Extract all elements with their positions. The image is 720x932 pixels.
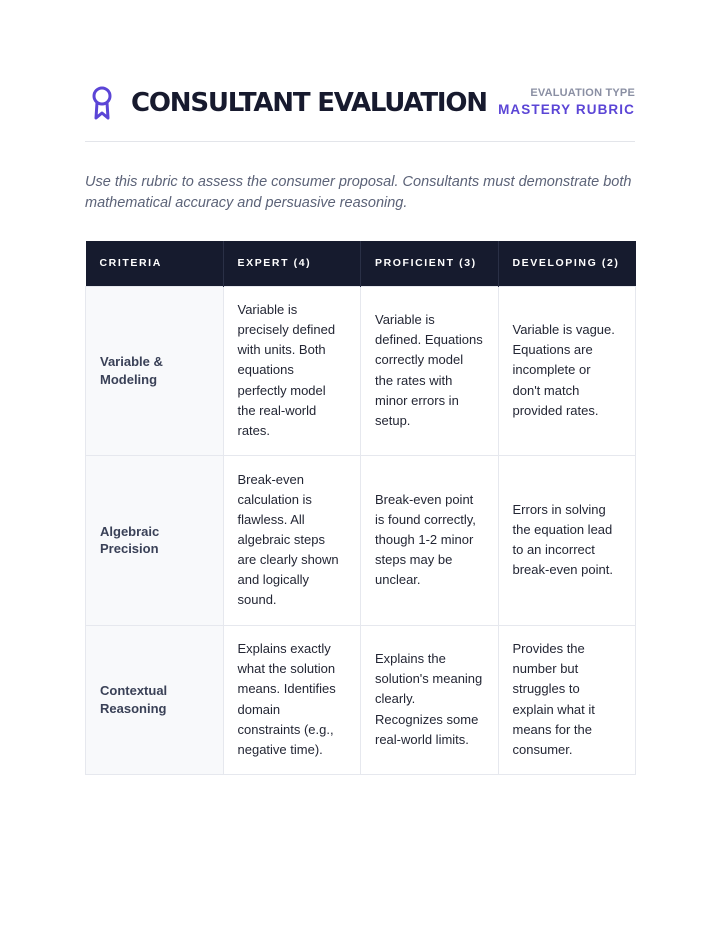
evaluation-type-value: MASTERY RUBRIC: [498, 102, 635, 117]
header-expert: EXPERT (4): [223, 241, 361, 286]
developing-cell: Errors in solving the equation lead to an incorrect break-even point.: [498, 455, 636, 625]
criteria-cell: Algebraic Precision: [86, 455, 224, 625]
table-header-row: [86, 241, 636, 286]
page-header: [85, 84, 635, 124]
criteria-cell: Variable & Modeling: [86, 286, 224, 455]
evaluation-type: [498, 86, 635, 119]
evaluation-type-label: EVALUATION TYPE: [530, 87, 635, 99]
page-title: CONSULTANT EVALUATION: [131, 88, 487, 118]
header-criteria: CRITERIA: [86, 241, 224, 286]
table-row: [86, 286, 636, 455]
proficient-cell: Break-even point is found correctly, though 1-2 minor steps may be unclear.: [361, 455, 499, 625]
award-ribbon-icon: [90, 85, 114, 121]
expert-cell: Variable is precisely defined with units. Both equations perfectly model the real-world rates.: [223, 286, 361, 455]
proficient-cell: Variable is defined. Equations correctly model the rates with minor errors in setup.: [361, 286, 499, 455]
intro-text: Use this rubric to assess the consumer proposal. Consultants must demonstrate both mathematical accuracy and persuasive reasoning.: [85, 174, 632, 211]
table-row: [86, 625, 636, 774]
developing-cell: Variable is vague. Equations are incomplete or don't match provided rates.: [498, 286, 636, 455]
expert-cell: Explains exactly what the solution means. Identifies domain constraints (e.g., negative time).: [223, 625, 361, 774]
criteria-cell: Contextual Reasoning: [86, 625, 224, 774]
table-row: [86, 455, 636, 625]
header-developing: DEVELOPING (2): [498, 241, 636, 286]
expert-cell: Break-even calculation is flawless. All algebraic steps are clearly shown and logically sound.: [223, 455, 361, 625]
developing-cell: Provides the number but struggles to explain what it means for the consumer.: [498, 625, 636, 774]
proficient-cell: Explains the solution's meaning clearly. Recognizes some real-world limits.: [361, 625, 499, 774]
rubric-table: [85, 241, 636, 775]
header-divider: [85, 141, 635, 142]
header-proficient: PROFICIENT (3): [361, 241, 499, 286]
